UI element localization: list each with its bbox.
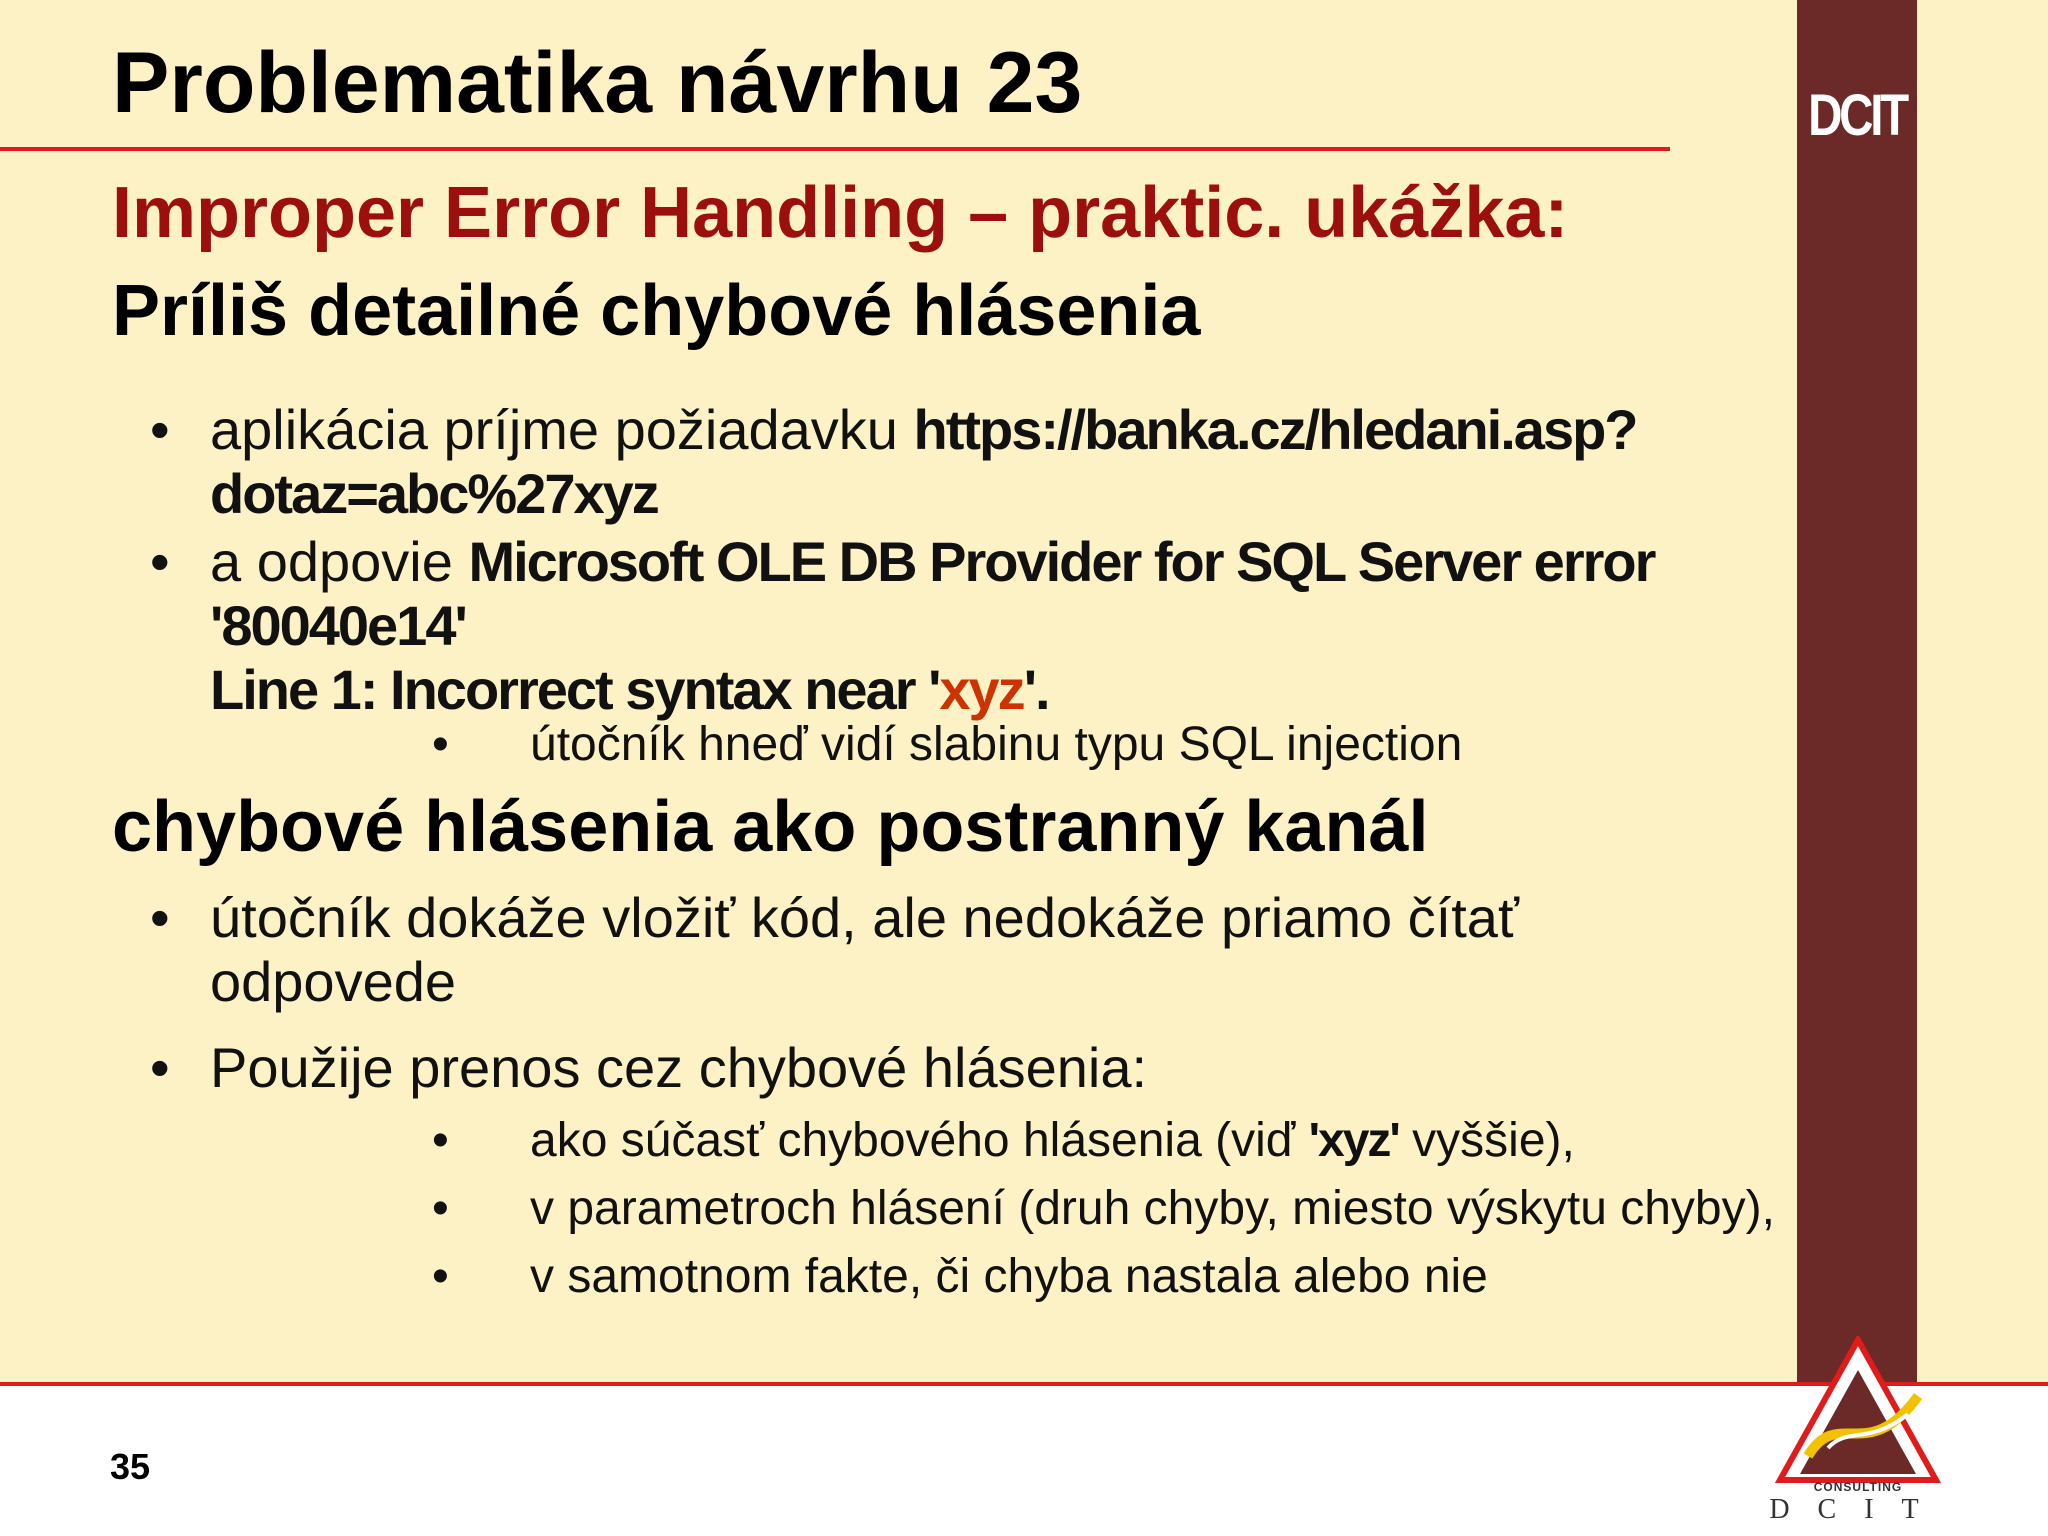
bullet-dot: •: [150, 1036, 170, 1099]
bullet-request-text: aplikácia príjme požiadavku: [210, 398, 914, 461]
sub-bullet-sql-injection: [432, 716, 1463, 774]
sub-bullet-text: útočník hneď vidí slabinu typu SQL injection: [530, 718, 1463, 771]
sub-bullet-suffix: vyššie),: [1398, 1114, 1575, 1167]
page-number: 35: [110, 1446, 151, 1487]
slide-title: Problematika návrhu 23: [112, 35, 1083, 131]
bullet-request: [150, 398, 1637, 526]
bullet-dot: •: [150, 398, 170, 461]
bullet-dot: •: [150, 530, 170, 593]
request-url: https://banka.cz/hledani.asp?: [913, 398, 1637, 461]
bullet-dot: •: [432, 1114, 449, 1167]
brand-sidebar-label: DCIT: [1808, 83, 1906, 148]
bullet-attacker-line1: útočník dokáže vložiť kód, ale nedokáže priamo čítať: [210, 886, 1519, 949]
sub-bullet-text: v parametroch hlásení (druh chyby, miesto výskytu chyby),: [530, 1182, 1775, 1235]
error-code: '80040e14': [210, 594, 466, 657]
section-heading-detailed-errors: Príliš detailné chybové hlásenia: [112, 271, 1201, 351]
error-line-highlight: xyz: [939, 658, 1024, 721]
error-line-prefix: Line 1: Incorrect syntax near ': [210, 658, 940, 721]
sub-bullet-error-message: [432, 1112, 1575, 1170]
bullet-dot: •: [432, 718, 449, 771]
bullet-transfer-text: Použije prenos cez chybové hlásenia:: [210, 1036, 1148, 1099]
bullet-dot: •: [432, 1250, 449, 1303]
slide-subtitle: Improper Error Handling – praktic. ukážka:: [112, 173, 1569, 253]
sub-bullet-text: v samotnom fakte, či chyba nastala alebo nie: [530, 1250, 1488, 1303]
sub-bullet-prefix: ako súčasť chybového hlásenia (viď: [530, 1114, 1309, 1167]
sub-bullet-fact: [432, 1248, 1488, 1306]
footer-divider: [0, 1382, 2048, 1386]
bullet-response-text: a odpovie: [210, 530, 469, 593]
bullet-transfer: [150, 1036, 1148, 1100]
request-query: dotaz=abc%27xyz: [210, 462, 658, 525]
bullet-dot: •: [150, 886, 170, 949]
error-line-suffix: '.: [1023, 658, 1049, 721]
brand-sidebar: [1797, 0, 1917, 1385]
bullet-attacker: [150, 886, 1519, 1014]
logo-label: CONSULTING: [1813, 1480, 1903, 1494]
bullet-dot: •: [432, 1182, 449, 1235]
title-divider: [0, 147, 1670, 151]
bullet-response: [150, 530, 1655, 722]
logo-letters: DCIT: [1769, 1494, 1947, 1525]
bullet-attacker-line2: odpovede: [210, 950, 457, 1013]
sub-bullet-parameters: [432, 1180, 1775, 1238]
error-message: Microsoft OLE DB Provider for SQL Server error: [468, 530, 1655, 593]
sub-bullet-bold: 'xyz': [1308, 1114, 1399, 1167]
section-heading-side-channel: chybové hlásenia ako postranný kanál: [112, 787, 1429, 867]
